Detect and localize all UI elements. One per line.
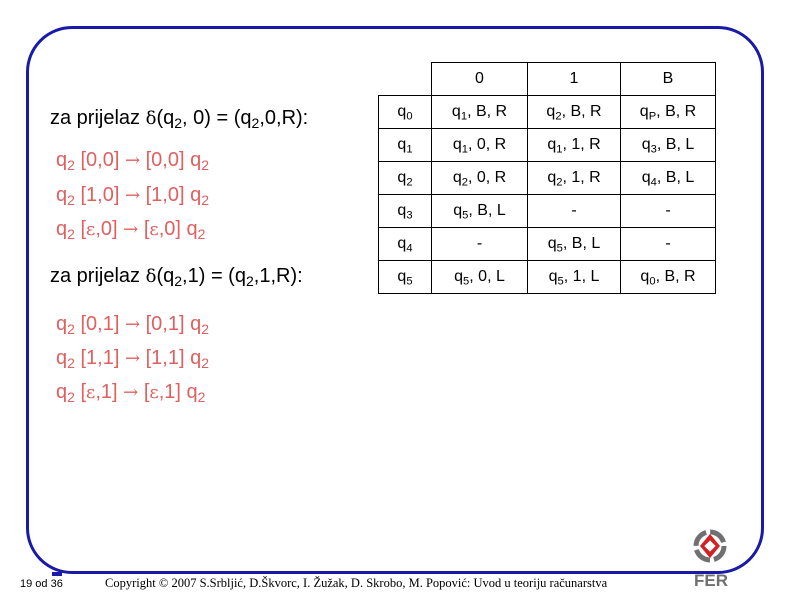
page-number: 19 od 36 xyxy=(20,578,63,590)
copyright-text: Copyright © 2007 S.Srbljić, D.Škvorc, I. Žužak, D. Skrobo, M. Popović: Uvod u teoriju računarstva xyxy=(105,576,608,590)
transition-cell: $q_1$, 1, R xyxy=(528,129,621,162)
table-row xyxy=(379,228,716,261)
table-header-row xyxy=(379,63,716,96)
table-row xyxy=(379,96,716,129)
rule-line: $q_2$ [0,1] → [0,1] $q_2$ xyxy=(56,313,209,338)
epsilon-symbol: ε xyxy=(86,219,96,240)
heading-text: ,1) = (q xyxy=(182,265,246,287)
transition-table xyxy=(378,62,716,294)
transition-cell: $q_1$, 0, R xyxy=(432,129,528,162)
arrow-icon: → xyxy=(124,150,141,171)
epsilon-symbol: ε xyxy=(149,382,159,403)
rule-line: $q_2$ [1,1] → [1,1] $q_2$ xyxy=(56,347,209,372)
rule-line: $q_2$ [0,0] → [0,0] $q_2$ xyxy=(56,149,209,174)
heading-text: (q xyxy=(156,265,175,287)
transition-cell: $q_3$, B, L xyxy=(621,129,716,162)
subscript: 2 xyxy=(245,273,254,290)
transition-cell: - xyxy=(621,195,716,228)
arrow-icon: → xyxy=(124,185,141,206)
table-row xyxy=(379,129,716,162)
epsilon-symbol: ε xyxy=(86,382,96,403)
rule-line: $q_2$ [1,0] → [1,0] $q_2$ xyxy=(56,184,209,209)
rule-line: $q_2$ [ε,0] → [ε,0] $q_2$ xyxy=(56,218,206,243)
header-cell: 0 xyxy=(432,63,528,96)
frame-tick xyxy=(52,572,62,576)
table-row xyxy=(379,195,716,228)
heading-text: (q xyxy=(156,107,175,129)
transition-cell: $q_2$, 0, R xyxy=(432,162,528,195)
state-cell: $q_4$ xyxy=(379,228,432,261)
table-row xyxy=(379,261,716,294)
transition-cell: $q_0$, B, R xyxy=(621,261,716,294)
state-cell: $q_1$ xyxy=(379,129,432,162)
transition-cell: $q_1$, B, R xyxy=(432,96,528,129)
transition-cell: $q_P$, B, R xyxy=(621,96,716,129)
subscript: 2 xyxy=(174,273,183,290)
transition-cell: - xyxy=(621,228,716,261)
transition-cell: $q_4$, B, L xyxy=(621,162,716,195)
arrow-icon: → xyxy=(123,219,139,240)
heading-text: za prijelaz xyxy=(50,265,146,287)
state-cell: $q_0$ xyxy=(379,96,432,129)
transition-cell: $q_2$, B, R xyxy=(528,96,621,129)
arrow-icon: → xyxy=(124,314,141,335)
arrow-icon: → xyxy=(123,382,139,403)
heading-text: ,1,R): xyxy=(253,265,303,287)
fer-logo-icon xyxy=(688,526,734,592)
transition-cell: - xyxy=(528,195,621,228)
delta-symbol: δ xyxy=(145,108,157,129)
corner-cell xyxy=(379,63,432,96)
transition-cell: - xyxy=(432,228,528,261)
arrow-icon: → xyxy=(124,348,141,369)
logo-text: FER xyxy=(694,571,728,590)
state-cell: $q_2$ xyxy=(379,162,432,195)
heading-text: za prijelaz xyxy=(50,107,146,129)
transition-cell: $q_5$, 1, L xyxy=(528,261,621,294)
heading-text: ,0,R): xyxy=(259,107,309,129)
rule-line: $q_2$ [ε,1] → [ε,1] $q_2$ xyxy=(56,381,206,406)
subscript: 2 xyxy=(174,115,183,132)
state-cell: $q_3$ xyxy=(379,195,432,228)
transition-cell: $q_5$, 0, L xyxy=(432,261,528,294)
transition-heading-1 xyxy=(50,106,308,131)
subscript: 2 xyxy=(251,115,260,132)
epsilon-symbol: ε xyxy=(149,219,159,240)
transition-cell: $q_5$, B, L xyxy=(528,228,621,261)
transition-heading-2 xyxy=(50,264,303,289)
header-cell: 1 xyxy=(528,63,621,96)
state-cell: $q_5$ xyxy=(379,261,432,294)
header-cell: B xyxy=(621,63,716,96)
heading-text: , 0) = (q xyxy=(182,107,252,129)
table-row xyxy=(379,162,716,195)
transition-cell: $q_2$, 1, R xyxy=(528,162,621,195)
delta-symbol: δ xyxy=(145,266,157,287)
transition-cell: $q_5$, B, L xyxy=(432,195,528,228)
